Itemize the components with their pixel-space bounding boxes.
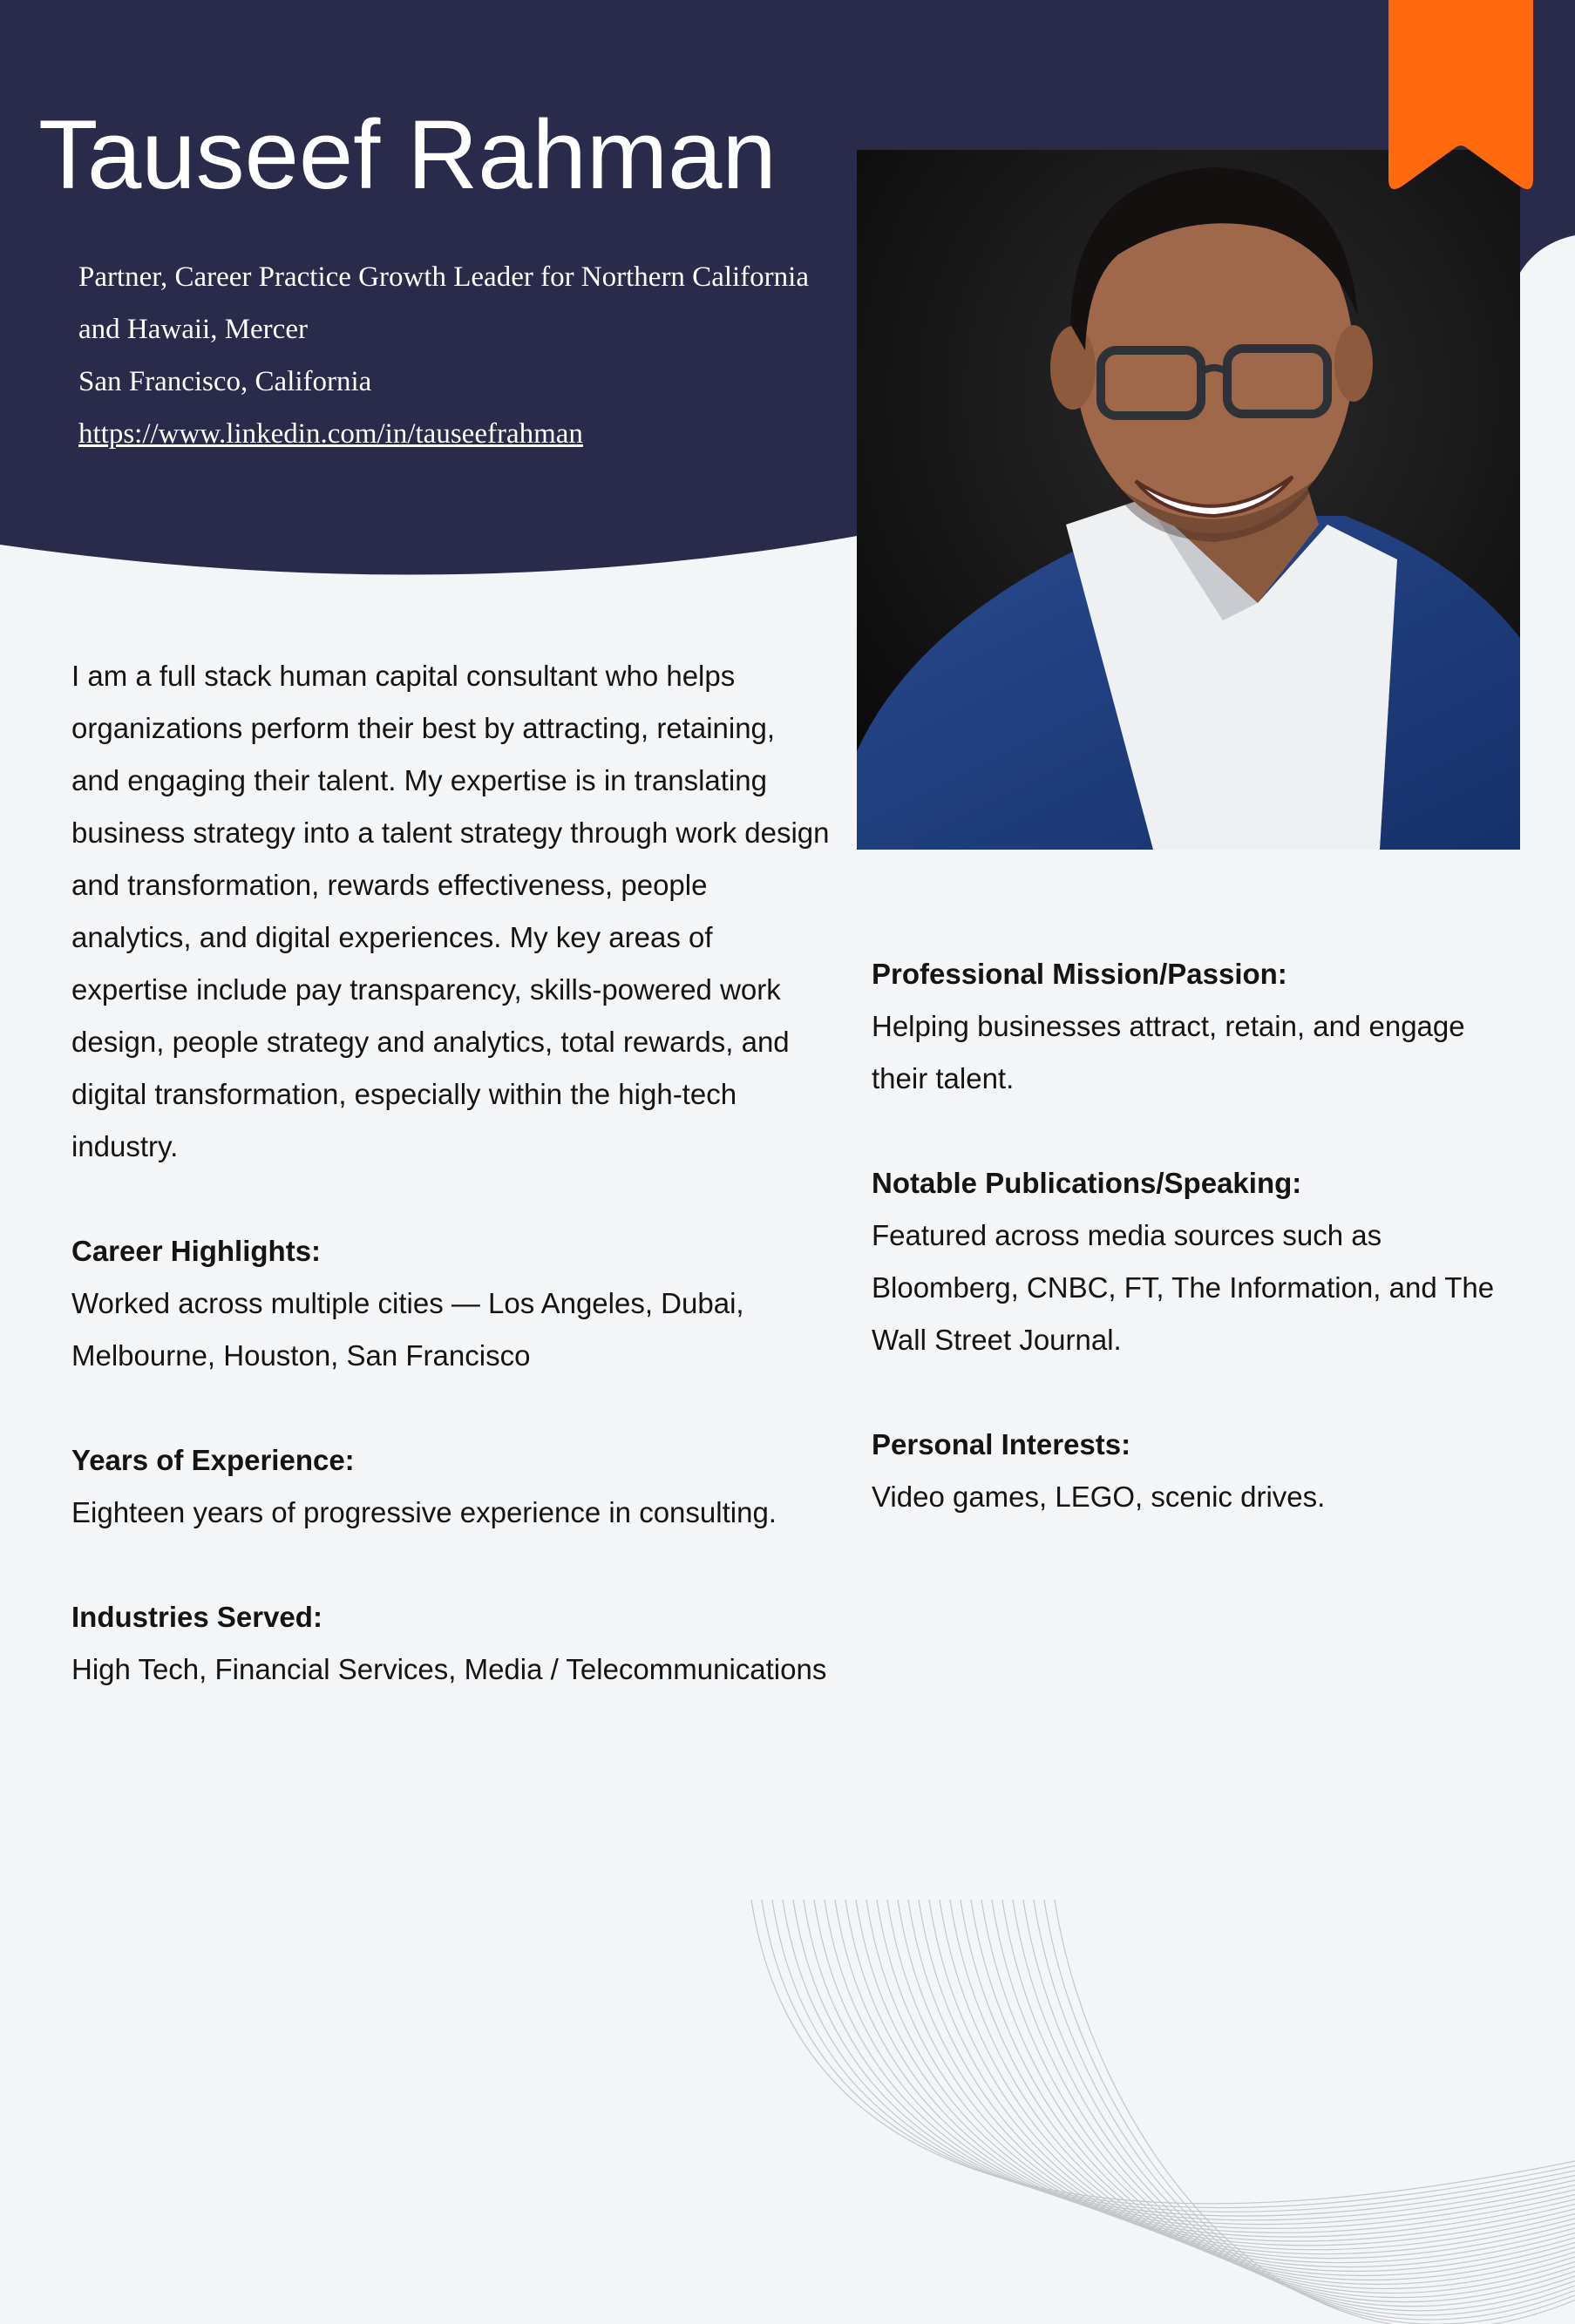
section-text: Worked across multiple cities — Los Angeles, Dubai, Melbourne, Houston, San Francisco [71, 1287, 744, 1372]
decorative-line-pattern [732, 1900, 1575, 2324]
bookmark-ribbon-icon [1388, 0, 1533, 193]
decorative-line [762, 1900, 1575, 2208]
decorative-line [866, 1900, 1575, 2250]
career-highlights-section [71, 1225, 830, 1382]
decorative-line [1044, 1900, 1575, 2324]
job-title-line-2: and Hawaii, Mercer [78, 314, 308, 345]
section-text: Video games, LEGO, scenic drives. [872, 1480, 1326, 1513]
profile-details [78, 251, 845, 460]
profile-name: Tauseef Rahman [38, 100, 777, 209]
section-label: Notable Publications/Speaking: [872, 1167, 1302, 1199]
decorative-line [950, 1900, 1575, 2284]
decorative-line [751, 1900, 1575, 2204]
decorative-line [898, 1900, 1575, 2263]
section-text: High Tech, Financial Services, Media / Telecommunications [71, 1653, 827, 1685]
years-experience-section [71, 1434, 830, 1539]
decorative-line [887, 1900, 1575, 2259]
job-title-line-1: Partner, Career Practice Growth Leader for Northern California [78, 261, 809, 293]
location: San Francisco, California [78, 366, 372, 397]
decorative-line [856, 1900, 1575, 2246]
section-label: Professional Mission/Passion: [872, 958, 1287, 990]
section-text: Featured across media sources such as Bloomberg, CNBC, FT, The Information, and The Wall Street Journal. [872, 1219, 1495, 1356]
linkedin-link[interactable]: https://www.linkedin.com/in/tauseefrahman [78, 418, 583, 450]
section-text: Helping businesses attract, retain, and engage their talent. [872, 1010, 1465, 1094]
decorative-line [772, 1900, 1575, 2212]
left-column [71, 650, 830, 1696]
section-label: Years of Experience: [71, 1444, 355, 1476]
section-label: Industries Served: [71, 1601, 322, 1633]
industries-served-section [71, 1591, 830, 1696]
decorative-line [845, 1900, 1575, 2241]
decorative-line [793, 1900, 1575, 2220]
section-label: Personal Interests: [872, 1428, 1131, 1460]
mission-section [872, 948, 1499, 1105]
decorative-line [804, 1900, 1575, 2225]
section-label: Career Highlights: [71, 1235, 322, 1267]
right-column [872, 948, 1499, 1523]
section-text: Eighteen years of progressive experience in consulting. [71, 1496, 777, 1528]
bio-paragraph: I am a full stack human capital consultant who helps organizations perform their best by attracting, retaining, and engaging their talent. My expertise is in translating business strategy into a talent strategy through work design and transformation, rewards effectiveness, people analytics, and digital experiences. My key areas of expertise include pay transparency, skills-powered work design, people strategy and analytics, total rewards, and digital transformation, especially within the high-tech industry. [71, 660, 830, 1162]
publications-section [872, 1157, 1499, 1366]
decorative-line [961, 1900, 1575, 2288]
profile-photo [857, 150, 1520, 850]
decorative-line [1034, 1900, 1575, 2320]
decorative-line [1055, 1900, 1575, 2324]
interests-section [872, 1419, 1499, 1523]
